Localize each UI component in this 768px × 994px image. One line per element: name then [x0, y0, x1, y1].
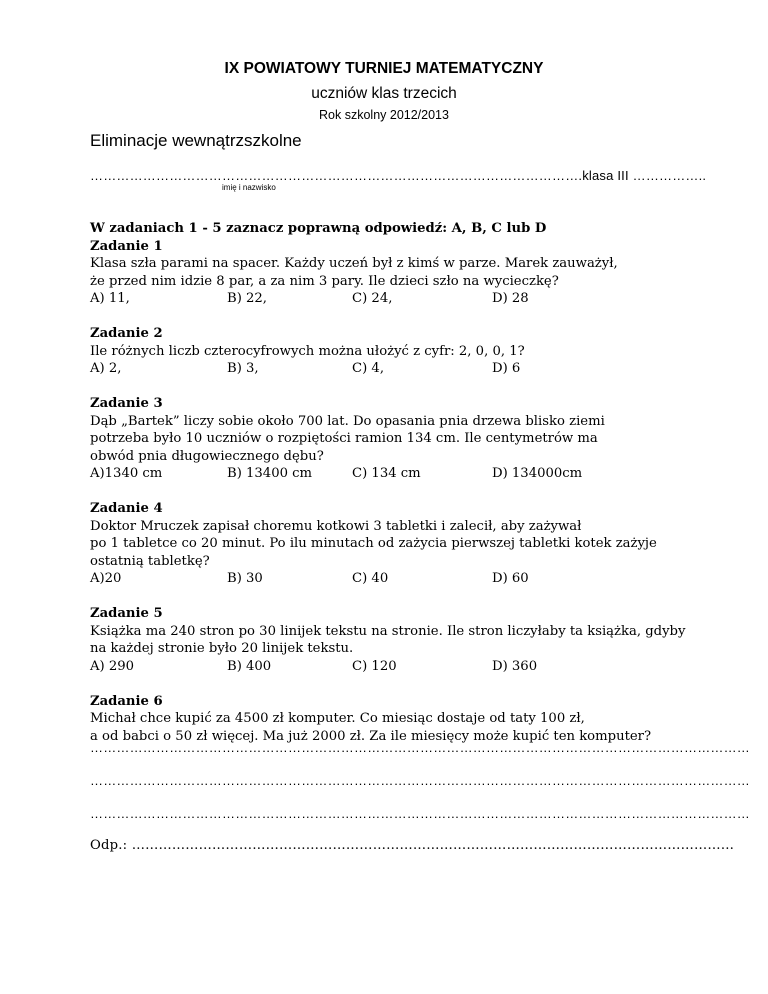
task-5 [90, 605, 690, 675]
task-title: Zadanie 5 [90, 606, 163, 621]
task-text-line: potrzeba było 10 uczniów o rozpiętości ramion 134 cm. Ile centymetrów ma [90, 431, 598, 446]
tasks-section [90, 220, 690, 763]
name-field-hint: imię i nazwisko [222, 183, 276, 192]
option-d[interactable]: D) 6 [492, 361, 521, 376]
option-b[interactable]: B) 3, [227, 361, 259, 376]
option-b[interactable]: B) 22, [227, 291, 268, 306]
option-a[interactable]: A)1340 cm [90, 466, 163, 481]
task-title: Zadanie 1 [90, 238, 163, 254]
answer-line[interactable]: …………………………………………………………………………………………………………………………………… [90, 806, 750, 821]
option-d[interactable]: D) 134000cm [492, 466, 583, 481]
task-text-line: Doktor Mruczek zapisał choremu kotkowi 3 tabletki i zalecił, aby zażywał [90, 518, 582, 534]
option-b[interactable]: B) 400 [227, 658, 272, 674]
option-d[interactable]: D) 60 [492, 571, 529, 586]
task-title: Zadanie 3 [90, 396, 163, 411]
option-c[interactable]: C) 4, [352, 361, 385, 376]
task-text-line: Dąb „Bartek” liczy sobie około 700 lat. Do opasania pnia drzewa blisko ziemi [90, 413, 605, 429]
task-text-line: na każdej stronie było 20 linijek tekstu. [90, 641, 354, 656]
option-c[interactable]: C) 40 [352, 571, 389, 586]
option-a[interactable]: A) 2, [90, 361, 122, 376]
task-text-line: Książka ma 240 stron po 30 linijek tekstu na stronie. Ile stron liczyłaby ta książka, gdyby [90, 623, 686, 639]
answer-options [90, 290, 690, 308]
task-text-line: po 1 tabletce co 20 minut. Po ilu minutach od zażycia pierwszej tabletki kotek zażyje [90, 536, 657, 551]
option-c[interactable]: C) 120 [352, 658, 397, 674]
answer-options [90, 360, 690, 378]
page-title: IX POWIATOWY TURNIEJ MATEMATYCZNY [224, 60, 544, 77]
task-text-line: Klasa szła parami na spacer. Każdy uczeń był z kimś w parze. Marek zauważył, [90, 256, 618, 271]
answer-line[interactable]: …………………………………………………………………………………………………………………………………… [90, 740, 750, 755]
answer-line[interactable]: …………………………………………………………………………………………………………………………………… [90, 773, 750, 788]
task-text-line: obwód pnia długowiecznego dębu? [90, 448, 324, 464]
answer-options [90, 658, 690, 676]
page-subtitle: uczniów klas trzecich [311, 85, 457, 102]
task-6 [90, 693, 690, 746]
task-title: Zadanie 6 [90, 693, 163, 709]
task-title: Zadanie 2 [90, 326, 163, 341]
instructions: W zadaniach 1 - 5 zaznacz poprawną odpowiedź: A, B, C lub D [90, 221, 547, 236]
stage-heading: Eliminacje wewnątrzszkolne [90, 131, 302, 150]
task-2 [90, 325, 690, 378]
school-year: Rok szkolny 2012/2013 [319, 108, 449, 122]
name-and-class-field[interactable]: ………………………………………………………………………………………………….klasa III …………….. [90, 168, 707, 183]
option-c[interactable]: C) 134 cm [352, 466, 421, 481]
option-d[interactable]: D) 28 [492, 291, 529, 306]
answer-options [90, 465, 690, 483]
task-text-line: Ile różnych liczb czterocyfrowych można ułożyć z cyfr: 2, 0, 0, 1? [90, 343, 525, 359]
option-c[interactable]: C) 24, [352, 291, 393, 306]
task-4 [90, 500, 690, 588]
task-text-line: Michał chce kupić za 4500 zł komputer. Co miesiąc dostaje od taty 100 zł, [90, 711, 585, 726]
task-3 [90, 395, 690, 483]
task-text-line: że przed nim idzie 8 par, a za nim 3 pary. Ile dzieci szło na wycieczkę? [90, 273, 559, 289]
task-title: Zadanie 4 [90, 501, 163, 516]
option-a[interactable]: A)20 [90, 571, 122, 586]
answer-options [90, 570, 690, 588]
option-a[interactable]: A) 11, [90, 291, 130, 306]
option-d[interactable]: D) 360 [492, 658, 538, 674]
option-b[interactable]: B) 13400 cm [227, 466, 313, 481]
option-b[interactable]: B) 30 [227, 571, 263, 586]
task-text-line: ostatnią tabletkę? [90, 553, 210, 569]
task-text-line: a od babci o 50 zł więcej. Ma już 2000 zł. Za ile miesięcy może kupić ten komputer? [90, 728, 652, 744]
task-1 [90, 238, 690, 308]
answer-field[interactable]: Odp.: ……………………………………………………………………………………………………………………… [90, 838, 735, 853]
option-a[interactable]: A) 290 [90, 658, 135, 674]
